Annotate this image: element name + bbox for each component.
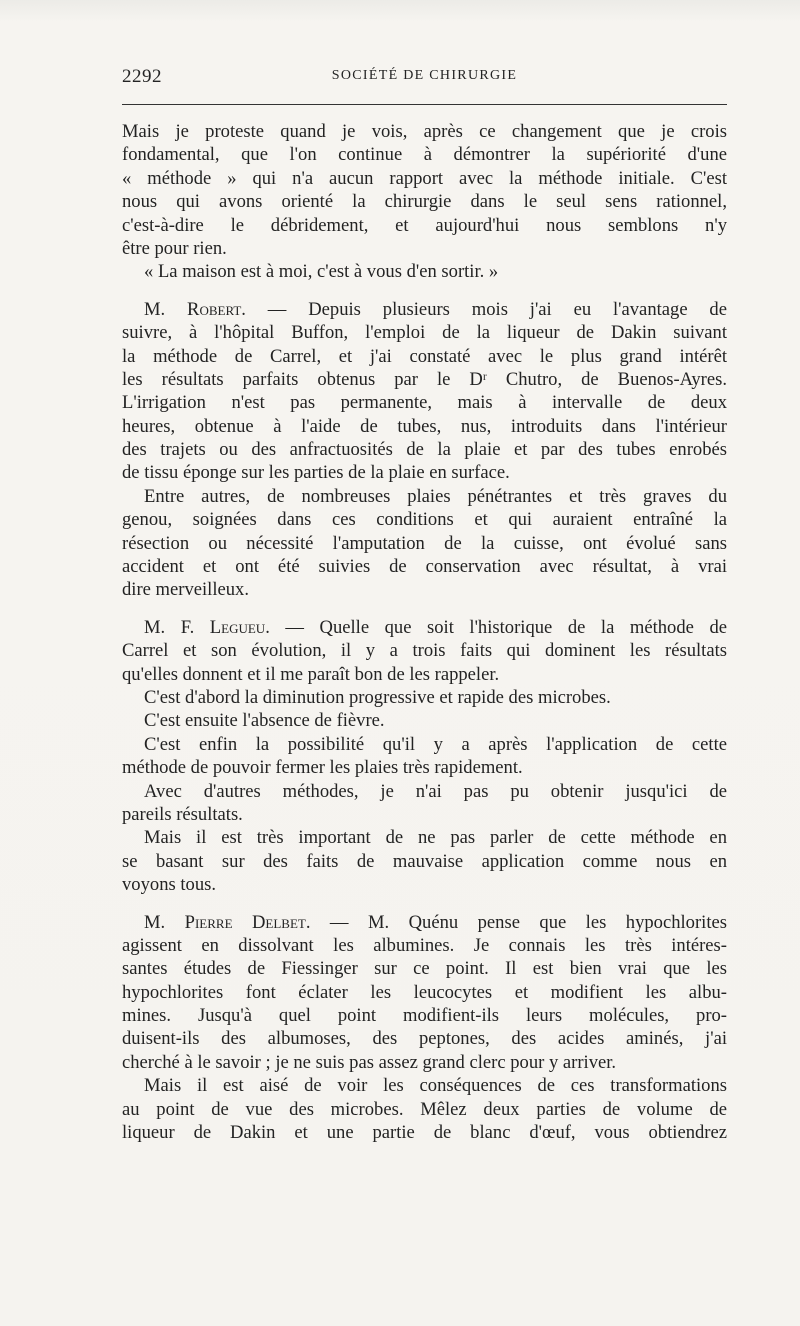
text-line: suivre, à l'hôpital Buffon, l'emploi de la liqueur de Dakin suivant — [122, 322, 727, 344]
text-line: se basant sur des faits de mauvaise application comme nous en — [122, 850, 727, 872]
paragraph-quote — [122, 260, 727, 283]
paragraph-dakin — [122, 1074, 727, 1144]
text-line: « méthode » qui n'a aucun rapport avec la méthode initiale. C'est — [122, 167, 727, 189]
text-line: cherché à le savoir ; je ne suis pas assez grand clerc pour y arriver. — [122, 1051, 617, 1073]
text-line: heures, obtenue à l'aide de tubes, nus, introduits dans l'intérieur — [122, 415, 727, 437]
text-line: L'irrigation n'est pas permanente, mais à intervalle de deux — [122, 392, 727, 414]
text-line: mines. Jusqu'à quel point modifient-ils leurs molécules, pro- — [122, 1005, 727, 1027]
text-line: agissent en dissolvant les albumines. Je connais les très intéres- — [122, 934, 727, 956]
text-line: accident et ont été suivies de conservation avec résultat, à vrai — [122, 556, 727, 578]
speaker-prefix: M. — [144, 298, 166, 320]
text-line: nous qui avons orienté la chirurgie dans le seul sens rationnel, — [122, 191, 727, 213]
speaker-line-text: . — Quelle que soit l'historique de la méthode de — [265, 616, 727, 638]
speaker-line-text: . — Depuis plusieurs mois j'ai eu l'avantage de — [241, 298, 727, 320]
text-line: genou, soignées dans ces conditions et qui auraient entraîné la — [122, 509, 727, 531]
text-line: les résultats parfaits obtenus par le Dʳ Chutro, de Buenos-Ayres. — [122, 368, 727, 390]
speaker-line-text: . — M. Quénu pense que les hypochlorites — [305, 911, 727, 933]
speaker-name: Legueu — [209, 616, 266, 638]
paragraph-bad-application — [122, 826, 727, 896]
text-line: Mais il est très important de ne pas parler de cette méthode en — [144, 827, 727, 849]
text-line: liqueur de Dakin et une partie de blanc d'œuf, vous obtiendrez — [122, 1122, 727, 1144]
paragraph-protest — [122, 120, 727, 260]
running-title: SOCIÉTÉ DE CHIRURGIE — [331, 68, 518, 83]
text-line: « La maison est à moi, c'est à vous d'en sortir. » — [144, 261, 499, 283]
header-rule — [122, 104, 727, 105]
text-line: des trajets ou des anfractuosités de la plaie et par des tubes enrobés — [122, 439, 727, 461]
paragraph-delbet — [122, 911, 727, 1075]
text-line: de tissu éponge sur les parties de la plaie en surface. — [122, 462, 510, 484]
body-text — [122, 120, 727, 1144]
text-line: Avec d'autres méthodes, je n'ai pas pu obtenir jusqu'ici de — [144, 780, 727, 802]
paragraph-first-fact — [122, 686, 727, 709]
paragraph-gap — [122, 897, 727, 911]
paragraph-gap — [122, 284, 727, 298]
text-line: méthode de pouvoir fermer les plaies très rapidement. — [122, 757, 523, 779]
paragraph-knee-wounds — [122, 485, 727, 602]
text-line: au point de vue des microbes. Mêlez deux parties de volume de — [122, 1098, 727, 1120]
text-line: C'est ensuite l'absence de fièvre. — [144, 710, 385, 732]
text-line: résection ou nécessité l'amputation de la cuisse, ont évolué sans — [122, 532, 727, 554]
text-line: la méthode de Carrel, et j'ai constaté avec le plus grand intérêt — [122, 345, 727, 367]
text-line: C'est enfin la possibilité qu'il y a après l'application de cette — [144, 733, 727, 755]
text-line: hypochlorites font éclater les leucocytes et modifient les albu- — [122, 981, 727, 1003]
text-line: dire merveilleux. — [122, 579, 250, 601]
text-line: C'est d'abord la diminution progressive et rapide des microbes. — [144, 686, 611, 708]
speaker-prefix: M. — [144, 911, 166, 933]
text-line: Mais il est aisé de voir les conséquences de ces transformations — [144, 1075, 727, 1097]
text-line: pareils résultats. — [122, 803, 243, 825]
text-line: fondamental, que l'on continue à démontrer la supériorité d'une — [122, 144, 727, 166]
text-line: duisent-ils des albumoses, des peptones, des acides aminés, j'ai — [122, 1028, 727, 1050]
text-line — [122, 298, 727, 321]
text-line: Carrel et son évolution, il y a trois faits qui dominent les résultats — [122, 640, 727, 662]
text-line: qu'elles donnent et il me paraît bon de les rappeler. — [122, 663, 500, 685]
page-number: 2292 — [122, 66, 162, 87]
text-line — [122, 616, 727, 639]
text-line: c'est-à-dire le débridement, et aujourd'hui nous semblons n'y — [122, 214, 727, 236]
text-line: Mais je proteste quand je vois, après ce changement que je crois — [122, 121, 727, 142]
text-line: voyons tous. — [122, 874, 217, 896]
paragraph-second-fact — [122, 709, 727, 732]
paragraph-gap — [122, 602, 727, 616]
paragraph-other-methods — [122, 780, 727, 827]
paragraph-robert — [122, 298, 727, 485]
speaker-name: Pierre Delbet — [184, 911, 306, 933]
text-line: santes études de Fiessinger sur ce point. Il est bien vrai que les — [122, 958, 727, 980]
paragraph-third-fact — [122, 733, 727, 780]
speaker-prefix: M. F. — [144, 616, 195, 638]
text-line: Entre autres, de nombreuses plaies pénétrantes et très graves du — [144, 485, 727, 507]
text-line: être pour rien. — [122, 237, 227, 259]
page-header — [122, 66, 727, 88]
text-line — [122, 911, 727, 934]
paragraph-legueu — [122, 616, 727, 686]
speaker-name: Robert — [187, 298, 242, 320]
